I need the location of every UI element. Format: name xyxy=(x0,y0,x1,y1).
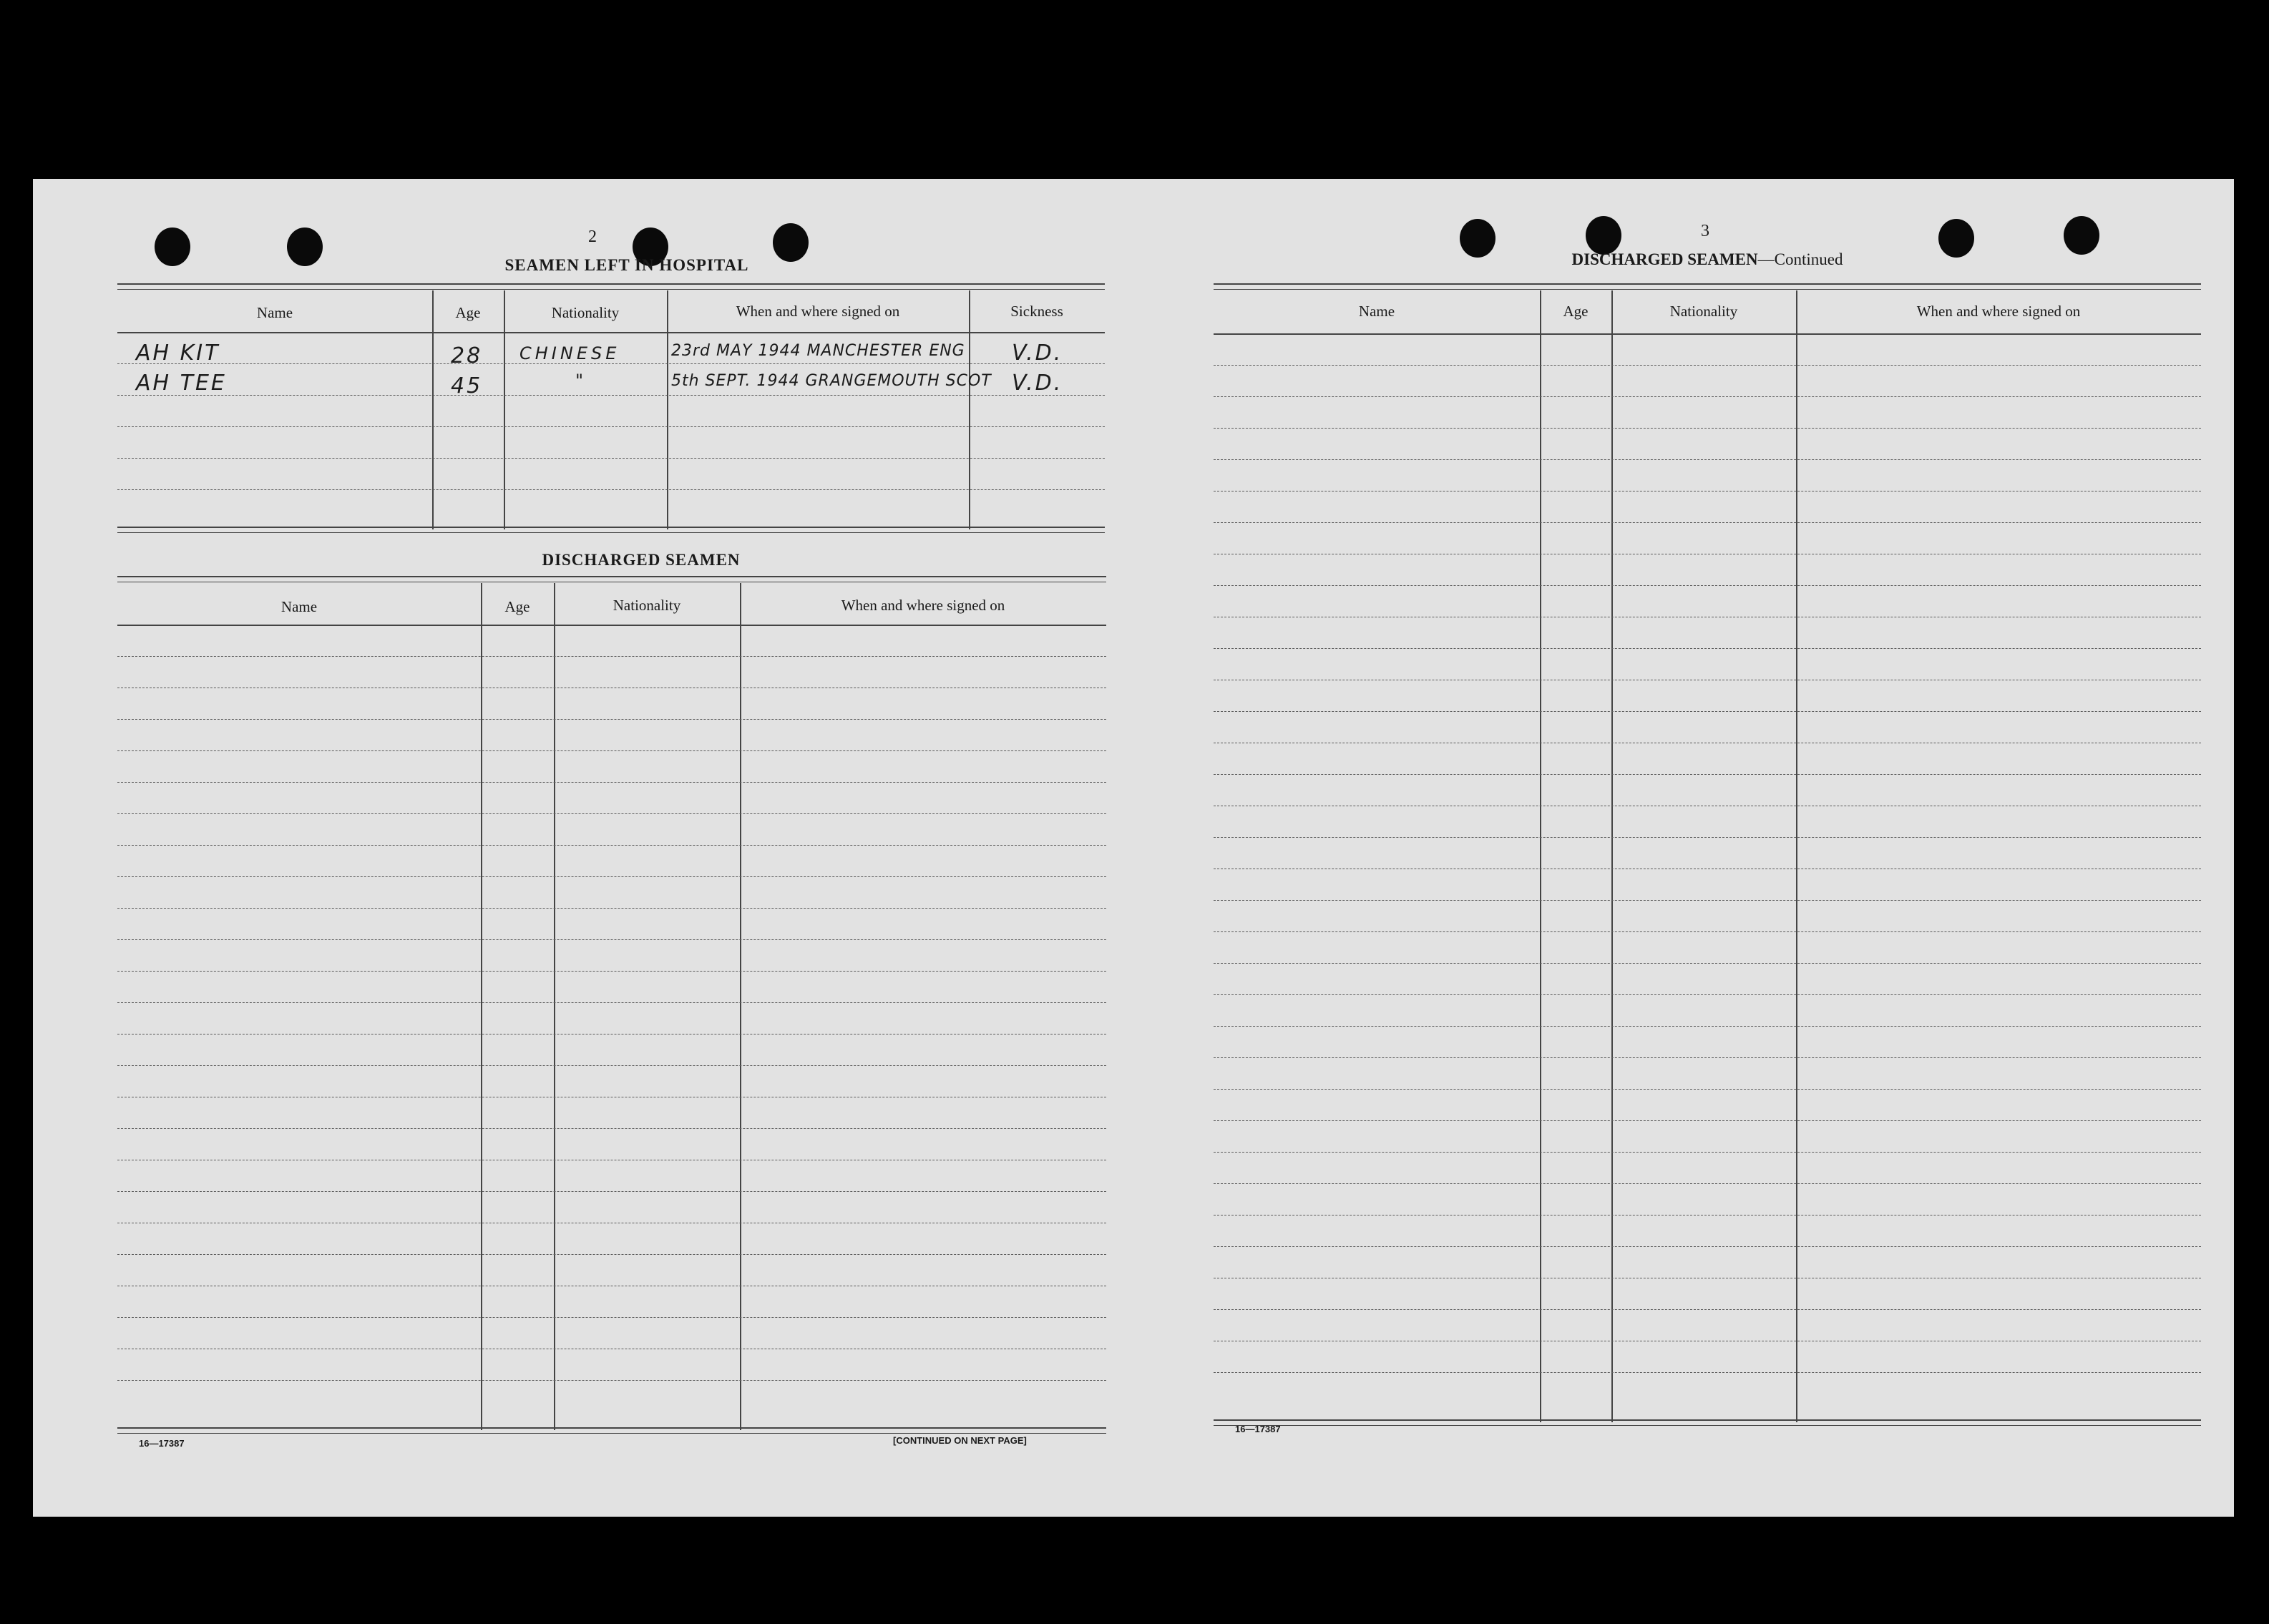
column-header-signed-on: When and where signed on xyxy=(736,302,900,320)
hospital-row-2-nationality: " xyxy=(575,371,585,391)
discharged-title-main: DISCHARGED SEAMEN xyxy=(1571,250,1758,268)
form-number-right: 16—17387 xyxy=(1235,1424,1281,1434)
hospital-row-1-sickness: V.D. xyxy=(1012,341,1063,366)
punch-hole xyxy=(155,228,190,266)
hospital-row-1-signed-on: 23rd MAY 1944 MANCHESTER ENG xyxy=(671,342,965,360)
column-header-age: Age xyxy=(455,303,481,321)
form-sheet xyxy=(33,179,2234,1517)
hospital-title: SEAMEN LEFT IN HOSPITAL xyxy=(504,256,749,274)
hospital-row-2-name: AH TEE xyxy=(136,371,227,396)
hospital-row-1-age: 28 xyxy=(451,343,483,368)
hospital-table xyxy=(117,283,1105,534)
discharged-table-left xyxy=(117,576,1106,1438)
hospital-row-2-sickness: V.D. xyxy=(1012,371,1063,396)
page-number-left: 2 xyxy=(588,228,597,246)
punch-hole xyxy=(1586,216,1621,255)
punch-hole xyxy=(287,228,323,266)
column-header-nationality: Nationality xyxy=(551,303,620,321)
column-header-age: Age xyxy=(504,597,530,615)
column-header-name: Name xyxy=(1358,302,1395,320)
column-header-nationality: Nationality xyxy=(613,596,681,614)
discharged-title: DISCHARGED SEAMEN xyxy=(542,551,741,569)
continued-label: —Continued xyxy=(1757,250,1843,268)
column-header-signed-on: When and where signed on xyxy=(841,596,1005,614)
continued-note: [CONTINUED ON NEXT PAGE] xyxy=(893,1435,1027,1446)
hospital-row-2-signed-on: 5th SEPT. 1944 GRANGEMOUTH SCOT xyxy=(671,372,992,390)
hospital-row-1-nationality: CHINESE xyxy=(519,343,620,363)
punch-hole xyxy=(2064,216,2099,255)
hospital-row-1-name: AH KIT xyxy=(136,341,220,366)
hospital-row-2-age: 45 xyxy=(451,373,483,398)
column-header-signed-on: When and where signed on xyxy=(1916,302,2081,320)
column-header-name: Name xyxy=(280,597,318,615)
column-header-age: Age xyxy=(1563,302,1589,320)
discharged-continued-title xyxy=(1464,250,1951,269)
column-header-name: Name xyxy=(256,303,293,321)
page-number-right: 3 xyxy=(1701,222,1709,240)
column-header-nationality: Nationality xyxy=(1669,302,1738,320)
discharged-table-right xyxy=(1214,283,2201,1428)
column-header-sickness: Sickness xyxy=(1010,302,1063,320)
form-number-left: 16—17387 xyxy=(139,1438,185,1449)
